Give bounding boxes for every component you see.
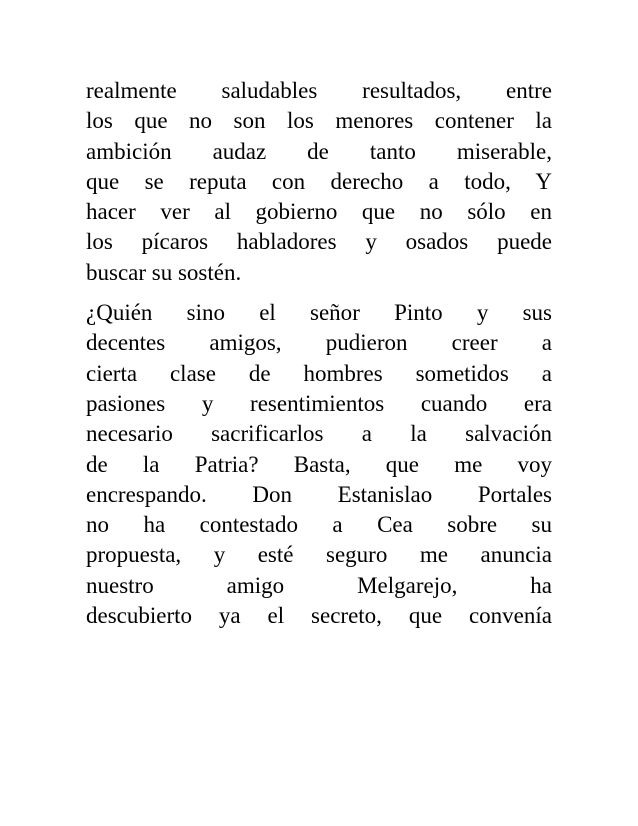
text-line: cierta clase de hombres sometidos a bbox=[86, 360, 552, 386]
text-line: realmente saludables resultados, entre bbox=[86, 78, 552, 103]
text-line: decentes amigos, pudieron creer a bbox=[86, 330, 552, 356]
text-line: de la Patria? Basta, que me voy bbox=[86, 451, 552, 477]
text-line: ¿Quién sino el señor Pinto y sus bbox=[86, 300, 552, 326]
text-line: buscar su sostén. bbox=[86, 259, 242, 285]
text-line: nuestro amigo Melgarejo, ha bbox=[86, 572, 552, 598]
paragraph-1 bbox=[86, 76, 552, 288]
text-line: necesario sacrificarlos a la salvación bbox=[86, 421, 552, 447]
paragraph-2 bbox=[86, 298, 552, 631]
text-line: pasiones y resentimientos cuando era bbox=[86, 390, 552, 416]
text-line: que se reputa con derecho a todo, Y bbox=[86, 168, 552, 194]
text-line: encrespando. Don Estanislao Portales bbox=[86, 481, 552, 507]
text-line: los pícaros habladores y osados puede bbox=[86, 229, 552, 255]
text-line: los que no son los menores contener la bbox=[86, 108, 552, 134]
text-line: ambición audaz de tanto miserable, bbox=[86, 138, 552, 164]
text-line: no ha contestado a Cea sobre su bbox=[86, 512, 552, 538]
text-line: descubierto ya el secreto, que convenía bbox=[86, 603, 552, 629]
text-line: hacer ver al gobierno que no sólo en bbox=[86, 199, 552, 225]
document-page bbox=[86, 76, 552, 641]
text-line: propuesta, y esté seguro me anuncia bbox=[86, 542, 552, 568]
